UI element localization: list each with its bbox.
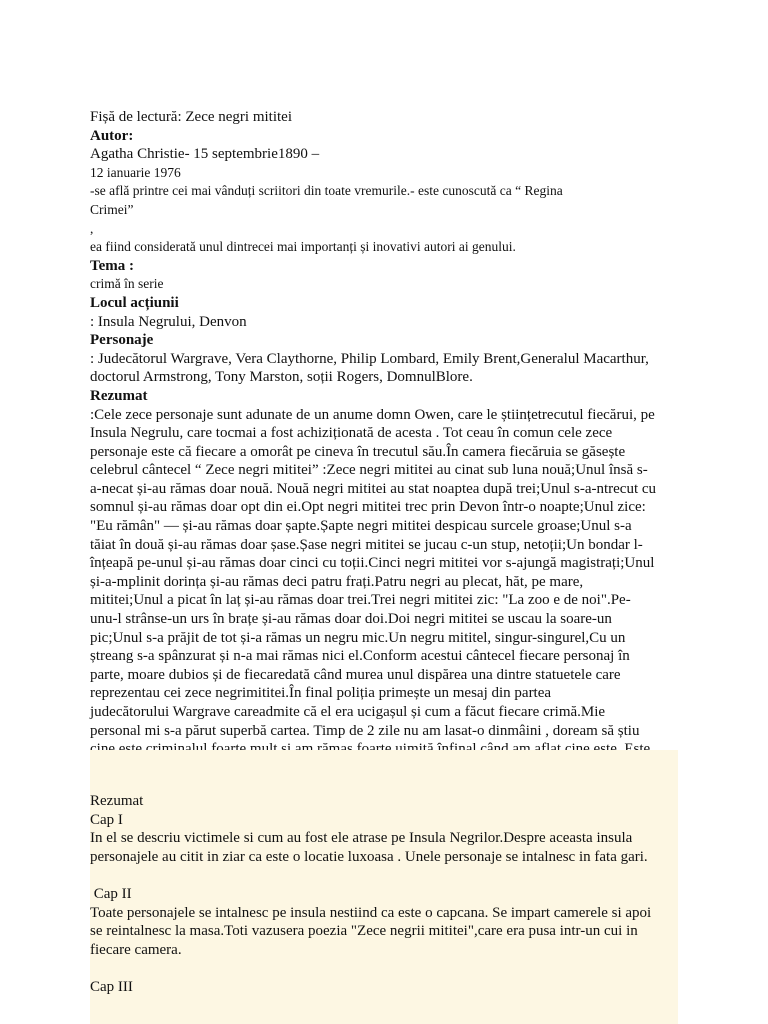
rezumat-line: Insula Negrulu, care tocmai a fost achiziționată de acesta . Tot ceau în comun cele zece [90,425,613,442]
rezumat-line: pic;Unul s-a prăjit de tot și-a rămas un negru mic.Un negru mititel, singur-singurel,Cu un [90,629,626,646]
rezumat-line: mititei;Unul a picat în laț și-au rămas doar trei.Trei negri mititei zic: "La zoo e de noi".Pe- [90,592,631,609]
personaje-line: : Judecătorul Wargrave, Vera Claythorne, Philip Lombard, Emily Brent,Generalul Macarthur, [90,350,649,367]
rezumat-line: reprezentau cei zece negrimititei.În final poliția primește un mesaj din partea [90,685,552,702]
author-line: , [90,220,94,236]
rezumat-line: "Eu rămân" — și-au rămas doar șapte.Șapte negri mititei despicau surcele groase;Unul s-a [90,518,632,535]
chapter-line: In el se descriu victimele si cum au fost ele atrase pe Insula Negrilor.Despre aceasta insula [90,830,633,847]
paragraph-gap [90,959,678,978]
chapter-line: se reintalnesc la masa.Toti vazusera poezia "Zece negrii mititei",care era pusa intr-un cui in [90,923,638,940]
rezumat-heading: Rezumat [90,387,148,404]
tema-heading: Tema : [90,257,135,274]
rezumat-line: a-necat și-au rămas doar nouă. Nouă negri mititei au stat noaptea după trei;Unul s-a-ntrecut cu [90,480,657,497]
rezumat-line: unu-l strânse-un urs în brațe și-au rămas doar doi.Doi negri mititei se uscau la soare-un [90,611,612,628]
locul-heading: Locul acțiunii [90,294,179,311]
author-line: ea fiind considerată unul dintrecei mai importanți și inovativi autori ai genului. [90,239,516,255]
rezumat-line: personal mi s-a părut superbă cartea. Timp de 2 zile nu am lasat-o dinmâini , doream să știu [90,722,640,739]
rezumat-line: :Cele zece personaje sunt adunate de un anume domn Owen, care le științetrecutul fiecărui, pe [90,406,655,423]
chapter-line: fiecare camera. [90,941,182,958]
document-title: Fișă de lectură: Zece negri mititei [90,109,293,125]
rezumat-line: înțeapă pe-unul și-au rămas doar cinci cu toții.Cinci negri mititei vor s-ajungă magistrați;Unul [90,555,655,572]
rezumat-line: judecătorului Wargrave careadmite că el era ucigașul și cum a făcut fiecare crimă.Mie [90,704,606,720]
rezumat-line: ștreang s-a spânzurat și n-a mai rămas nici el.Conform acestui cântecel fiecare personaj în [90,648,630,665]
rezumat-heading-2: Rezumat [90,793,144,809]
chapter-title: Cap II [90,885,132,902]
author-line: -se află printre cei mai vânduți scriitori din toate vremurile.- este cunoscută ca “ Regina [90,183,563,199]
rezumat-line: personaje este că fiecare a omorât pe cineva în trecutul său.În camera fiecăruia se găsește [90,443,626,460]
author-heading: Autor: [90,127,134,144]
personaje-line: doctorul Armstrong, Tony Marston, soții Rogers, DomnulBlore. [90,369,473,386]
rezumat-line: și-a-mplinit dorința și-au rămas deci patru frați.Patru negri au plecat, hăt, pe mare, [90,573,584,590]
chapter-line: personajele au citit in ziar ca este o locatie luxoasa . Unele personaje se intalnesc in fata gari. [90,848,648,865]
personaje-heading: Personaje [90,332,154,349]
locul-value: : Insula Negrului, Denvon [90,313,247,330]
tema-value: crimă în serie [90,276,164,292]
author-line: 12 ianuarie 1976 [90,164,181,180]
rezumat-line: parte, moare dubios și de fiecaredată când murea unul dispărea una dintre statuetele care [90,666,621,683]
chapter-title: Cap I [90,811,123,828]
author-line: Agatha Christie- 15 septembrie1890 – [90,146,320,163]
rezumat-line: somnul și-au rămas doar opt din ei.Opt negri mititei trec prin Devon într-o noapte;Unul zice: [90,499,646,516]
reading-sheet [90,108,680,777]
rezumat-line: celebrul cântecel “ Zece negri mititei” :Zece negri mititei au cinat sub luna nouă;Unul însă s- [90,462,648,479]
rezumat-line: tăiat în două și-au rămas doar șase.Șase negri mititei se jucau c-un stup, netoții;Un bondar l- [90,536,643,553]
paragraph-gap [90,866,678,885]
chapter-summary-block [90,750,678,1024]
chapter-line: Toate personajele se intalnesc pe insula nestiind ca este o capcana. Se impart camerele si apoi [90,904,652,921]
chapter-title: Cap III [90,978,133,995]
author-line: Crimei” [90,201,134,217]
